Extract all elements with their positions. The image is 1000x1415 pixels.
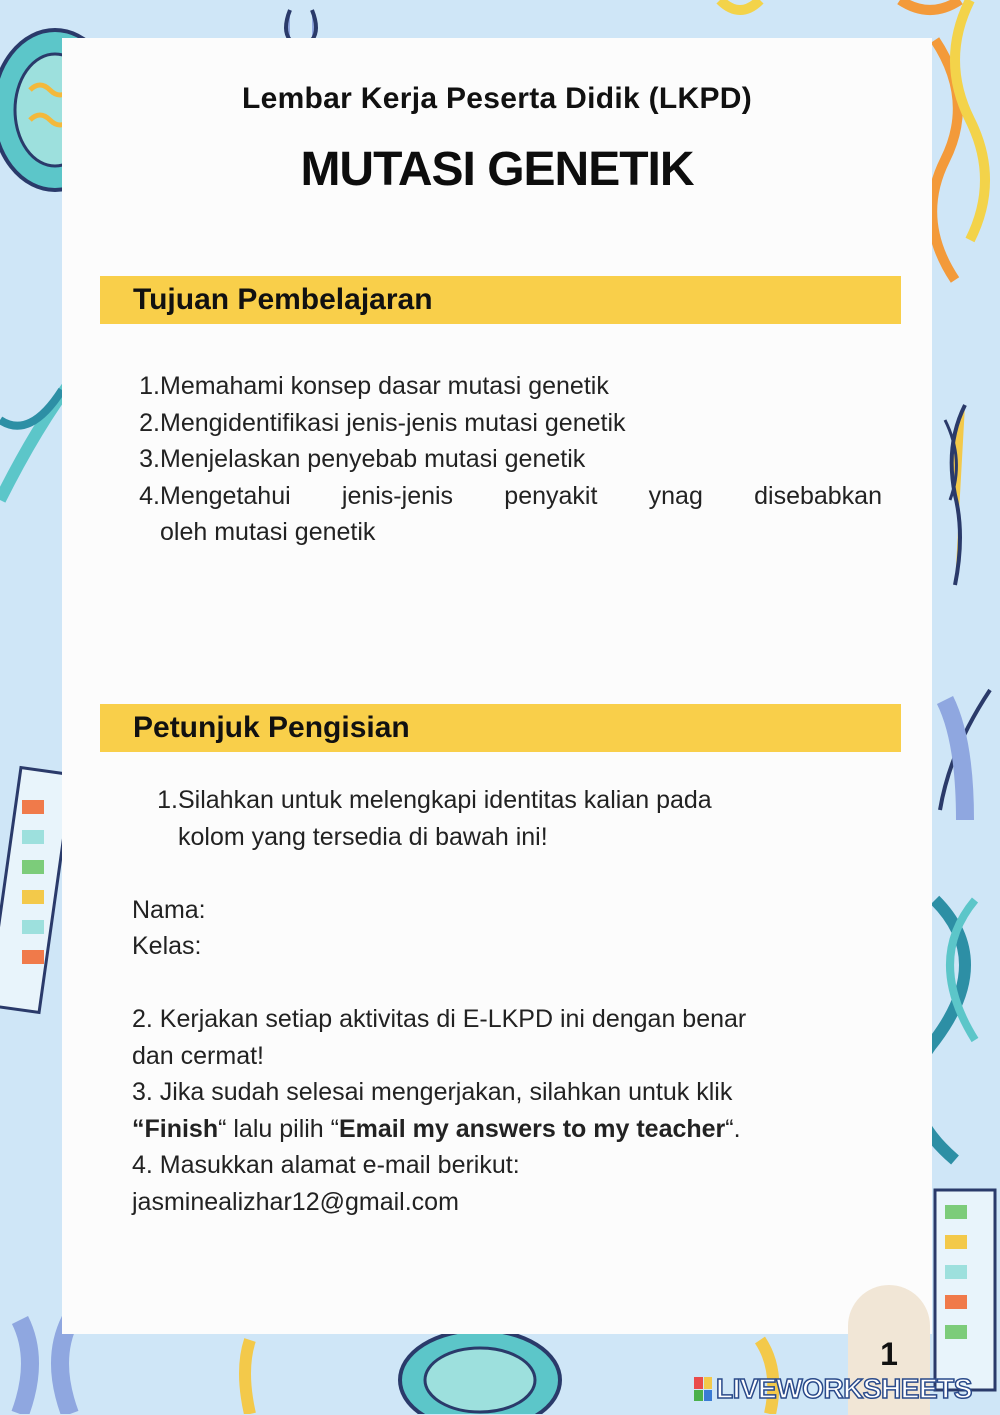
chromosome-right-blue: [940, 690, 990, 820]
quote-mark: “: [132, 1114, 145, 1143]
chromosome-bottom-left: [20, 1320, 70, 1414]
liveworksheets-brand: LIVEWORKSHEETS: [716, 1373, 972, 1404]
instruction-item-3-line2: [132, 1111, 892, 1148]
instruction-text: [178, 782, 712, 855]
instruction-line: Silahkan untuk melengkapi identitas kalian pada: [178, 786, 712, 814]
instruction-item-3-line1: 3. Jika sudah selesai mengerjakan, silahkan untuk klik: [132, 1078, 733, 1106]
teacher-email: jasminealizhar12@gmail.com: [132, 1187, 459, 1216]
nama-label: Nama:: [132, 895, 206, 924]
finish-keyword: Finish: [144, 1114, 219, 1143]
list-text-line: oleh mutasi genetik: [160, 518, 376, 546]
list-number: 4.: [139, 481, 160, 510]
instruction-text-end: “.: [725, 1114, 741, 1143]
chromosome-right: [945, 405, 965, 585]
list-item: [132, 441, 882, 478]
section-header-tujuan: [100, 276, 901, 324]
page-number: 1: [880, 1336, 898, 1372]
instruction-line: kolom yang tersedia di bawah ini!: [178, 822, 548, 851]
section-header-petunjuk: [100, 704, 901, 752]
section-heading-tujuan: Tujuan Pembelajaran: [133, 283, 433, 316]
list-text: Menjelaskan penyebab mutasi genetik: [160, 445, 586, 473]
instruction-item-2-line1: 2. Kerjakan setiap aktivitas di E-LKPD ini dengan benar: [132, 1005, 747, 1033]
worksheet-title: MUTASI GENETIK: [300, 143, 694, 196]
section-heading-petunjuk: Petunjuk Pengisian: [133, 711, 410, 744]
instruction-item-2-line2: dan cermat!: [132, 1041, 265, 1070]
liveworksheets-logo-icon: [694, 1377, 712, 1401]
instruction-text-mid: “ lalu pilih “: [218, 1114, 339, 1143]
list-number: 3.: [139, 445, 160, 473]
chromosome-top: [286, 10, 316, 40]
list-item: [132, 368, 882, 405]
list-item: [132, 478, 882, 551]
worksheet-subtitle: Lembar Kerja Peserta Didik (LKPD): [241, 82, 753, 115]
list-text: Mengidentifikasi jenis-jenis mutasi genetik: [160, 408, 626, 437]
instruction-item-4-line1: 4. Masukkan alamat e-mail berikut:: [132, 1151, 520, 1179]
cell-illustration-bottom: [400, 1330, 560, 1414]
list-number: 2.: [139, 408, 160, 437]
list-number: 1.: [139, 372, 160, 400]
list-text: [160, 478, 882, 551]
list-number: 1.: [157, 786, 178, 814]
list-text-line: Mengetahui jenis-jenis penyakit ynag disebabkan: [160, 481, 882, 510]
worksheet-page: [62, 38, 932, 1334]
email-option-keyword: Email my answers to my teacher: [338, 1114, 726, 1143]
instructions-block: [132, 782, 892, 1220]
instruction-item-1: [132, 782, 892, 855]
kelas-label: Kelas:: [132, 932, 202, 960]
list-text: Memahami konsep dasar mutasi genetik: [160, 372, 609, 400]
dna-ladder-bottom-right: [935, 1190, 995, 1390]
liveworksheets-logo: [694, 1374, 972, 1404]
learning-goals-list: [132, 368, 882, 551]
list-item: [132, 405, 882, 442]
